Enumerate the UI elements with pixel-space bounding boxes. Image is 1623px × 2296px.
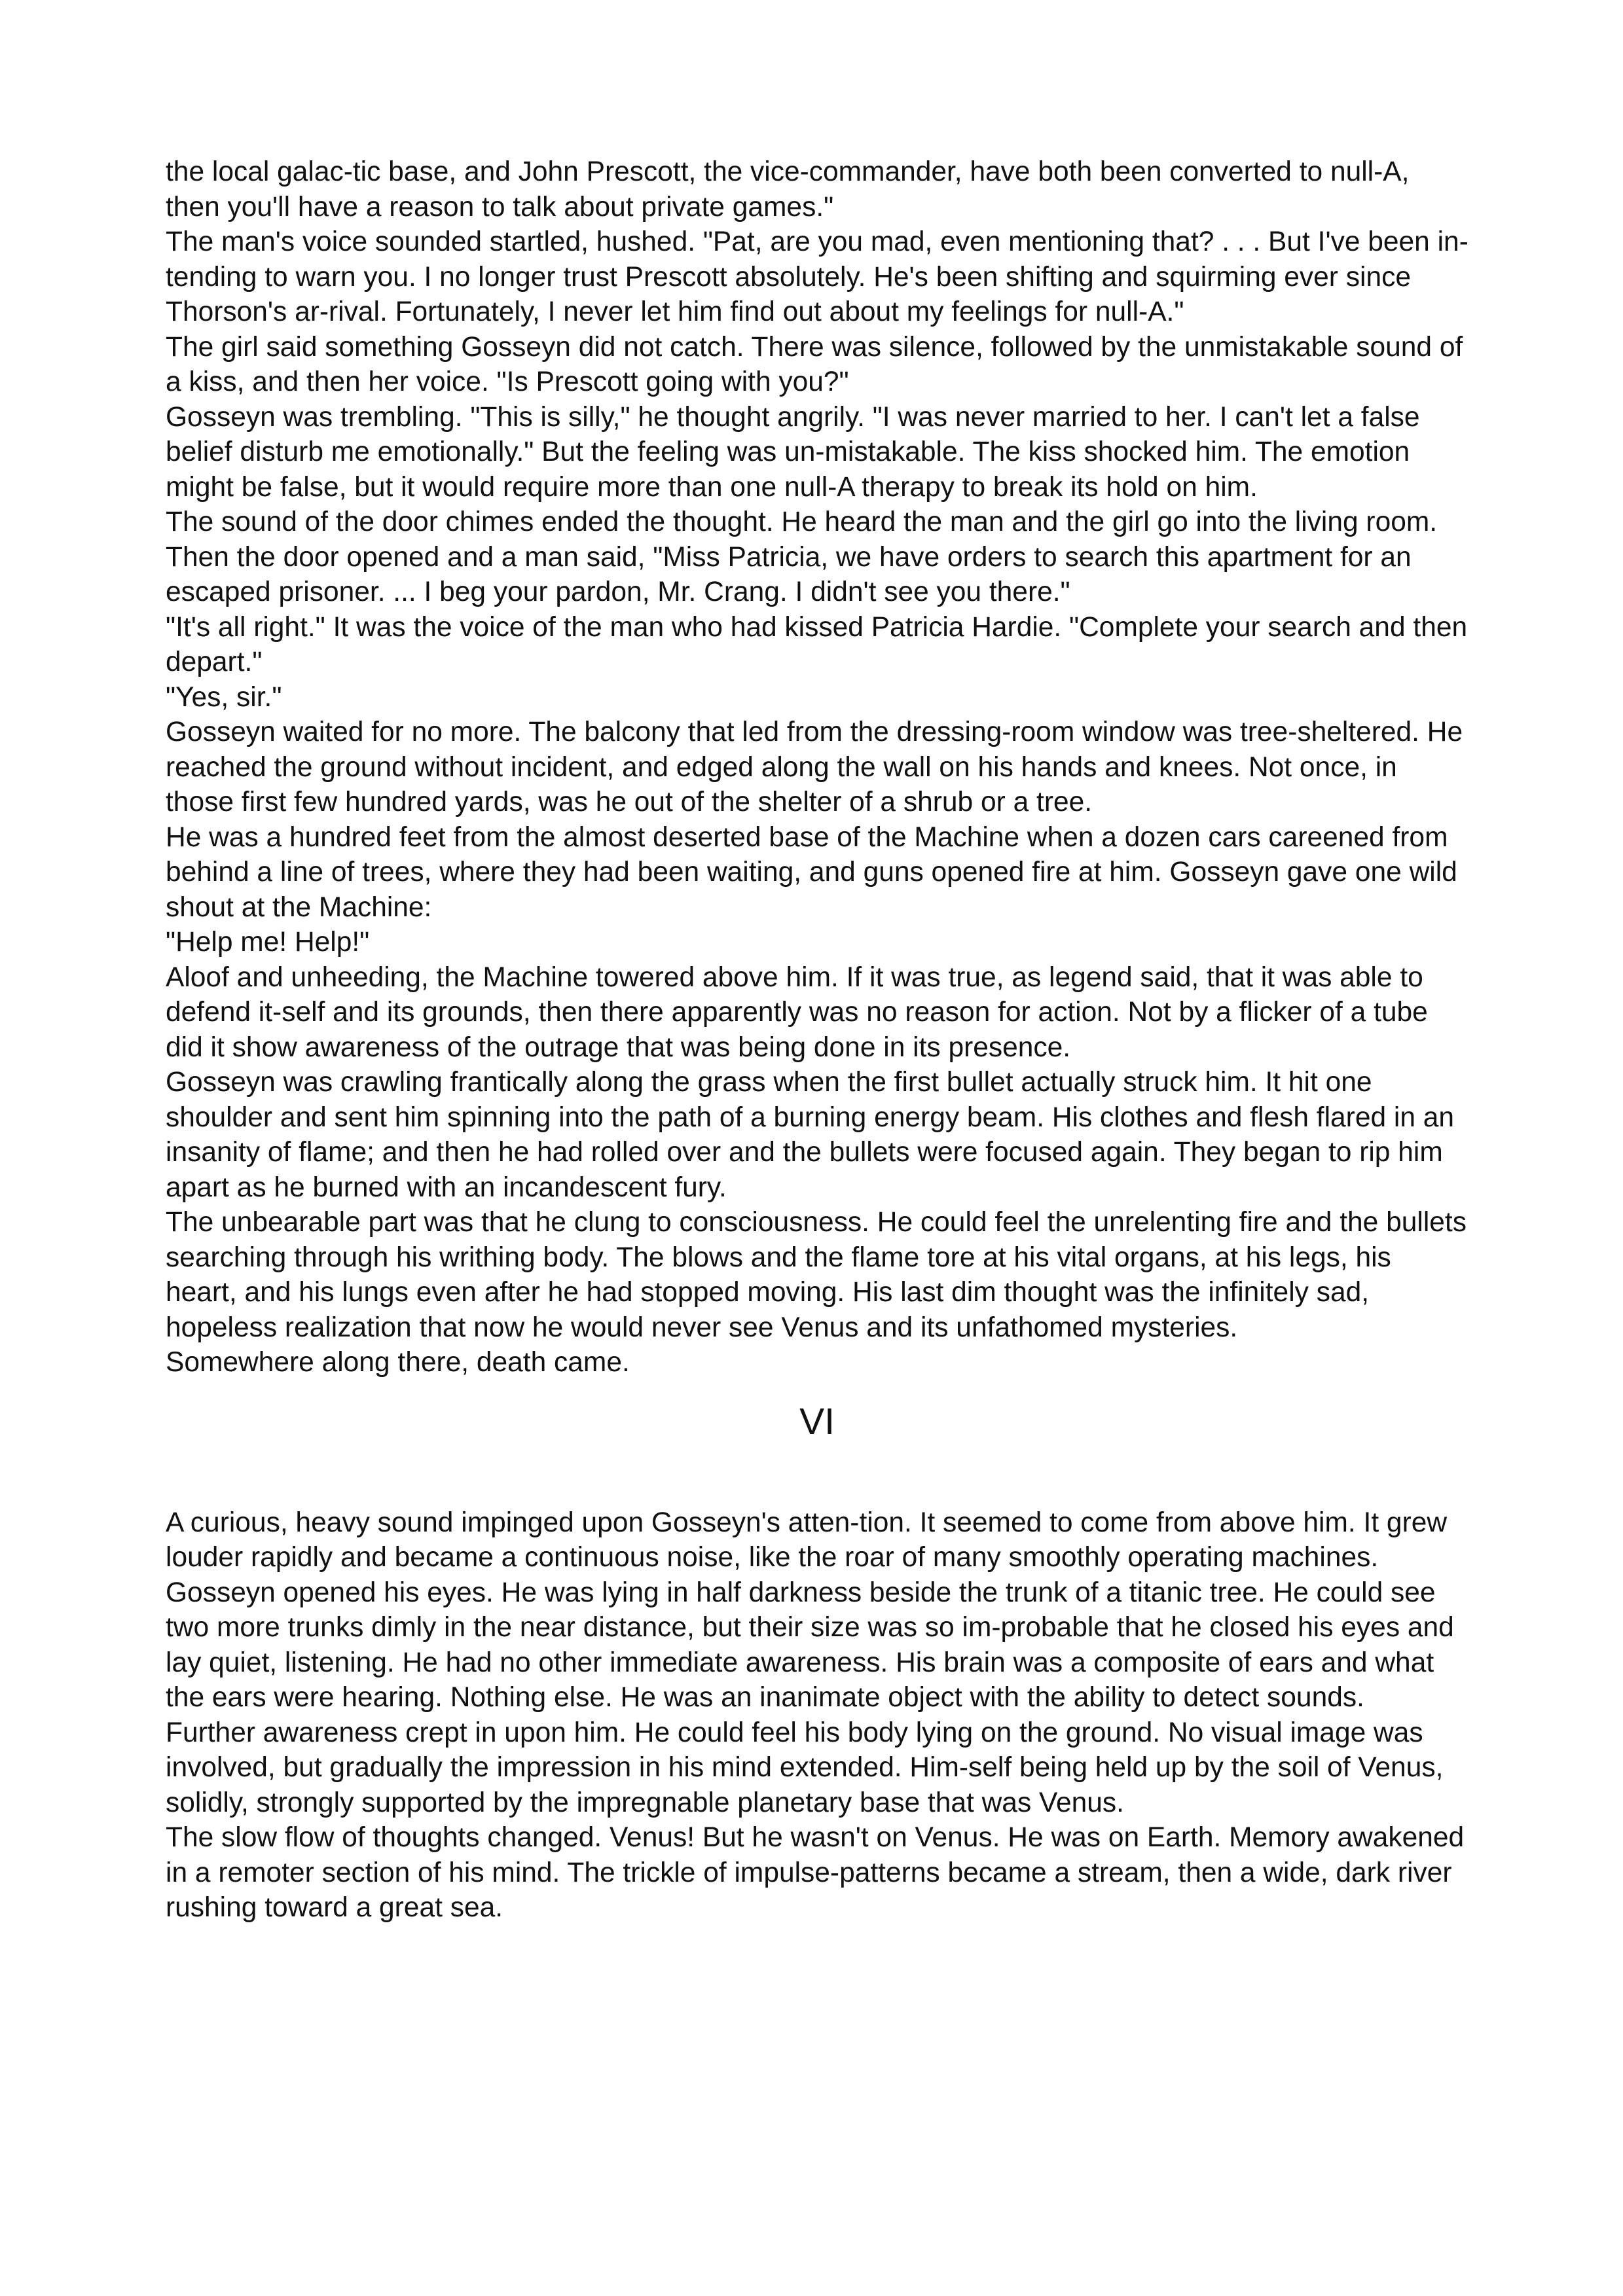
paragraph: The girl said something Gosseyn did not catch. There was silence, followed by the unmistakable sound of a kiss, and then her voice. "Is Prescott going with you?" [166, 331, 1463, 397]
paragraph: Further awareness crept in upon him. He could feel his body lying on the ground. No visual image was involved, but gradually the impression in his mind extended. Him-self being held up by the soil of Venus, solidly, strongly supported by the impregnable planetary base that was Venus. [166, 1717, 1444, 1818]
paragraph: the local galac-tic base, and John Prescott, the vice-commander, have both been converted to null-A, then you'll have a reason to talk about private games." [166, 156, 1410, 223]
paragraph: A curious, heavy sound impinged upon Gosseyn's atten-tion. It seemed to come from above him. It grew louder rapidly and became a continuous noise, like the roar of many smoothly operating machines. [166, 1507, 1448, 1573]
paragraph: The man's voice sounded startled, hushed. "Pat, are you mad, even mentioning that? . . . But I've been in-tending to warn you. I no longer trust Prescott absolutely. He's been shifting and squirming ever since Thorson's ar-rival. Fortunately, I never let him find out about my feelings for null-A." [166, 226, 1468, 327]
paragraph: The slow flow of thoughts changed. Venus! But he wasn't on Venus. He was on Earth. Memory awakened in a remoter section of his mind. The trickle of impulse-patterns became a stream, then a wide, dark river rushing toward a great sea. [166, 1822, 1465, 1923]
paragraph: "Yes, sir." [166, 681, 282, 713]
paragraph: Gosseyn waited for no more. The balcony that led from the dressing-room window was tree-sheltered. He reached the ground without incident, and edged along the wall on his hands and knees. Not once, in those first few hundred yards, was he out of the shelter of a shrub or a tree. [166, 717, 1463, 817]
paragraph: Gosseyn opened his eyes. He was lying in half darkness beside the trunk of a titanic tree. He could see two more trunks dimly in the near distance, but their size was so im-probable that he closed his eyes and lay quiet, listening. He had no other immediate awareness. His brain was a composite of ears and what the ears were hearing. Nothing else. He was an inanimate object with the ability to detect sounds. [166, 1577, 1454, 1713]
paragraph: "Help me! Help!" [166, 927, 370, 958]
paragraph: "It's all right." It was the voice of the man who had kissed Patricia Hardie. "Complete your search and then depart." [166, 611, 1468, 677]
paragraph: The sound of the door chimes ended the thought. He heard the man and the girl go into the living room. Then the door opened and a man said, "Miss Patricia, we have orders to search this apartment for an escaped prisoner. ... I beg your pardon, Mr. Crang. I didn't see you there." [166, 507, 1438, 607]
paragraph: Gosseyn was crawling frantically along the grass when the first bullet actually struck him. It hit one shoulder and sent him spinning into the path of a burning energy beam. His clothes and flesh flared in an insanity of flame; and then he had rolled over and the bullets were focused again. They began to rip him apart as he burned with an incandescent fury. [166, 1067, 1455, 1203]
paragraph: Somewhere along there, death came. [166, 1347, 630, 1378]
paragraph: He was a hundred feet from the almost deserted base of the Machine when a dozen cars careened from behind a line of trees, where they had been waiting, and guns opened fire at him. Gosseyn gave one wild shout at the Machine: [166, 821, 1457, 923]
paragraph: Aloof and unheeding, the Machine towered above him. If it was true, as legend said, that it was able to defend it-self and its grounds, then there apparently was no reason for action. Not by a flicker of a tube did it show awareness of the outrage that was being done in its presence. [166, 961, 1428, 1063]
paragraph: Gosseyn was trembling. "This is silly," he thought angrily. "I was never married to her. I can't let a false belief disturb me emotionally." But the feeling was un-mistakable. The kiss shocked him. The emotion might be false, but it would require more than one null-A therapy to break its hold on him. [166, 401, 1420, 503]
chapter-heading: VI [799, 1400, 835, 1443]
paragraph: The unbearable part was that he clung to consciousness. He could feel the unrelenting fire and the bullets searching through his writhing body. The blows and the flame tore at his vital organs, at his legs, his heart, and his lungs even after he had stopped moving. His last dim thought was the infinitely sad, hopeless realization that now he would never see Venus and its unfathomed mysteries. [166, 1207, 1467, 1343]
document-page [166, 154, 1468, 1926]
